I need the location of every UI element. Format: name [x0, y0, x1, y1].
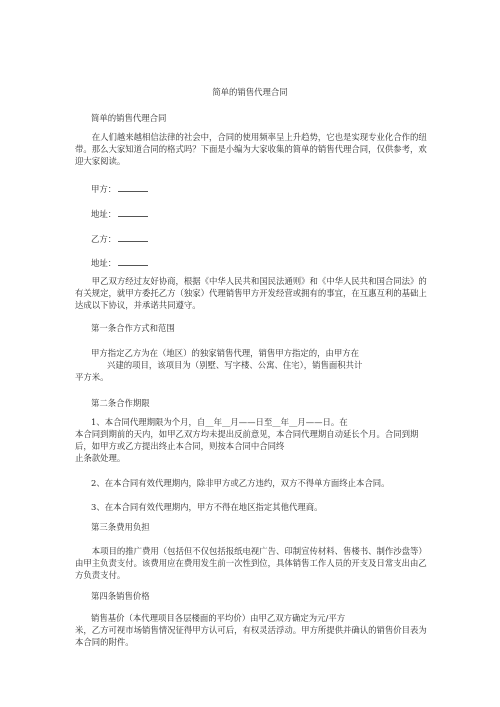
section3-body: 本项目的推广费用（包括但不仅包括报纸电视广告、印制宣传材料、售楼书、制作沙盘等）由甲主负责支付。该费用应在费用发生前一次性到位，具体销售工作人员的开支及日常支出由乙方负责支付。: [75, 546, 427, 580]
party-a-address-blank: [118, 207, 148, 217]
section4-line1: 销售基价（本代理项目各层楼面的平均价）由甲乙双方确定为元/平方: [91, 613, 346, 623]
party-a-field: [91, 182, 148, 195]
section3-title: 第三条费用负担: [91, 522, 150, 532]
party-b-field: [91, 232, 148, 245]
section1-title: 第一条合作方式和范围: [91, 323, 175, 333]
section1-line3: 平方米。: [75, 372, 109, 382]
section1-line2: 兴建的项目，该项目为（别墅、写字楼、公寓、住宅），销售面积共计: [107, 360, 363, 370]
party-b-address-blank: [118, 256, 148, 266]
party-a-address-field: [91, 207, 148, 220]
section4-title: 第四条销售价格: [91, 591, 150, 601]
preamble-paragraph: 甲乙双方经过友好协商，根据《中华人民共和国民法通则》和《中华人民共和国合同法》的有关规定，就甲方委托乙方（独家）代理销售甲方开发经营或拥有的事宜，在互惠互利的基础上达成以下协议，并承诺共同遵守。: [75, 276, 427, 310]
party-b-address-label: 地址：: [91, 258, 117, 268]
section1-line1: 甲方指定乙方为在（地区）的独家销售代理，销售甲方指定的，由甲方在: [91, 348, 359, 358]
intro-paragraph: 在人们越来越相信法律的社会中，合同的使用频率呈上升趋势，它也是实现专业化合作的纽带。那么大家知道合同的格式吗？下面是小编为大家收集的简单的销售代理合同，仅供参考，欢迎大家阅读。: [75, 132, 427, 166]
document-title: 简单的销售代理合同: [212, 87, 288, 97]
section2-p3: 3、在本合同有效代理期内，甲方不得在地区指定其他代理商。: [91, 502, 323, 512]
party-a-label: 甲方：: [91, 184, 117, 194]
party-a-blank: [118, 182, 148, 192]
section4-body: 米，乙方可视市场销售情况征得甲方认可后，有权灵活浮动。甲方所提供并确认的销售价目表为本合同的附件。: [75, 625, 427, 647]
section2-p1-line1: 1、本合同代理期限为个月，自__年__月——日至__年__月——日。在: [91, 417, 348, 427]
section2-p1-body: 本合同到期前的天内，如甲乙双方均未提出反前意见，本合同代理期自动延长个月。合同到期后，如甲方或乙方提出终止本合同，则按本合同中合同终: [75, 429, 419, 451]
party-b-blank: [118, 232, 148, 242]
party-b-label: 乙方：: [91, 234, 117, 244]
party-b-address-field: [91, 256, 148, 269]
party-a-address-label: 地址：: [91, 209, 117, 219]
section2-p1-last: 止条款处理。: [75, 453, 126, 463]
section2-title: 第二条合作期限: [91, 398, 150, 408]
document-subtitle: 简单的销售代理合同: [91, 113, 167, 123]
section2-p2: 2、在本合同有效代理期内，除非甲方或乙方违约，双方不得单方面终止本合同。: [91, 478, 390, 488]
